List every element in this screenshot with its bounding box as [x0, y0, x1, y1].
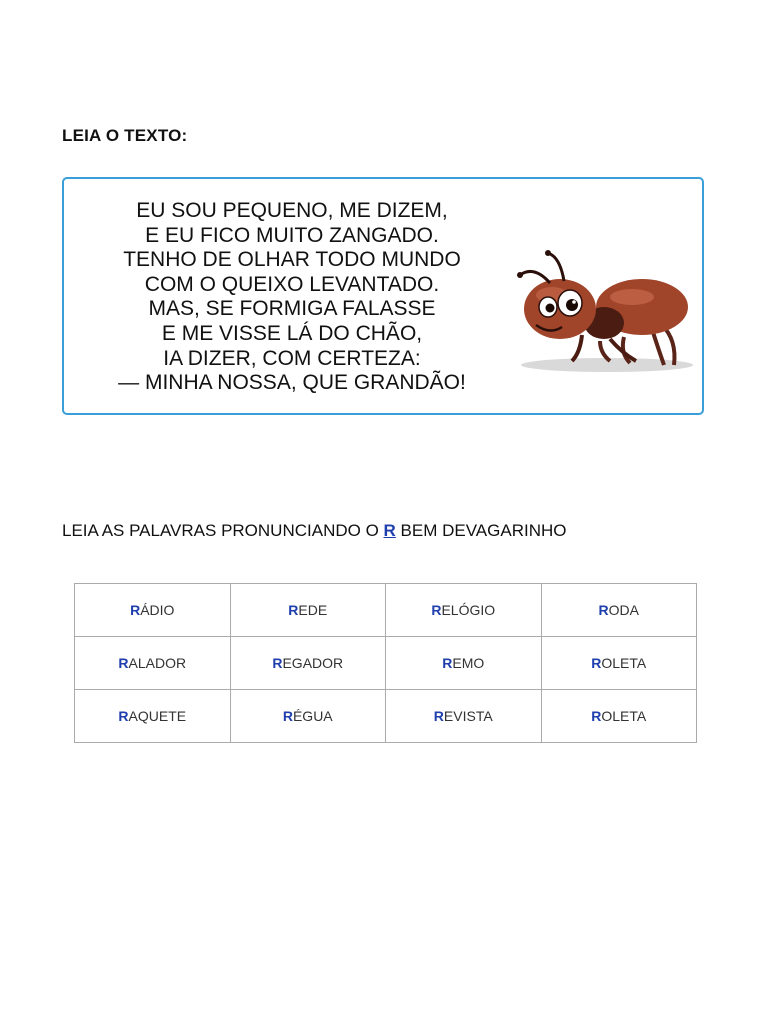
poem-line: MAS, SE FORMIGA FALASSE [148, 297, 436, 321]
word-first-letter: R [598, 602, 609, 618]
table-row [75, 584, 697, 637]
poem-line: IA DIZER, COM CERTEZA: [163, 346, 421, 370]
poem-box [62, 177, 704, 415]
word-first-letter: R [130, 602, 141, 618]
word-cell [386, 690, 542, 743]
word-first-letter: R [118, 655, 129, 671]
poem-line: EU SOU PEQUENO, ME DIZEM, [136, 199, 448, 222]
word-cell [230, 584, 386, 637]
word-cell [541, 690, 697, 743]
ant-illustration [512, 245, 694, 375]
instruction-text-end: BEM DEVAGARINHO [395, 521, 567, 540]
word-cell [75, 584, 231, 637]
poem-text [64, 199, 520, 396]
word-rest: ÁDIO [140, 602, 175, 618]
word-first-letter: R [431, 602, 442, 618]
word-cell [75, 637, 231, 690]
word-first-letter: R [282, 708, 293, 724]
word-rest: ELÓGIO [441, 602, 496, 618]
word-cell [386, 637, 542, 690]
page-heading: LEIA O TEXTO: [62, 126, 188, 145]
word-rest: AQUETE [128, 708, 187, 724]
word-cell [541, 637, 697, 690]
word-cell [541, 584, 697, 637]
highlight-letter: R [383, 521, 396, 540]
word-cell [75, 690, 231, 743]
word-rest: ÉGUA [292, 708, 333, 724]
table-row [75, 637, 697, 690]
word-rest: OLETA [601, 655, 647, 671]
word-cell [386, 584, 542, 637]
word-first-letter: R [433, 708, 444, 724]
poem-line: TENHO DE OLHAR TODO MUNDO [123, 248, 461, 272]
word-first-letter: R [591, 655, 602, 671]
poem-line: COM O QUEIXO LEVANTADO. [144, 272, 440, 296]
word-rest: EDE [298, 602, 328, 618]
word-rest: EVISTA [443, 708, 493, 724]
instruction-text: LEIA AS PALAVRAS PRONUNCIANDO O [62, 521, 384, 540]
word-rest: ALADOR [128, 655, 187, 671]
poem-line: E ME VISSE LÁ DO CHÃO, [161, 321, 423, 345]
word-table [74, 583, 697, 743]
word-rest: ODA [608, 602, 639, 618]
word-cell [230, 637, 386, 690]
word-first-letter: R [591, 708, 602, 724]
poem-line: — MINHA NOSSA, QUE GRANDÃO! [118, 371, 466, 395]
word-first-letter: R [272, 655, 283, 671]
reading-instruction [62, 521, 566, 541]
word-rest: EGADOR [282, 655, 344, 671]
word-rest: OLETA [601, 708, 647, 724]
table-row [75, 690, 697, 743]
word-first-letter: R [288, 602, 299, 618]
word-first-letter: R [118, 708, 129, 724]
word-first-letter: R [442, 655, 453, 671]
poem-line: E EU FICO MUITO ZANGADO. [145, 223, 439, 247]
word-cell [230, 690, 386, 743]
word-rest: EMO [452, 655, 485, 671]
